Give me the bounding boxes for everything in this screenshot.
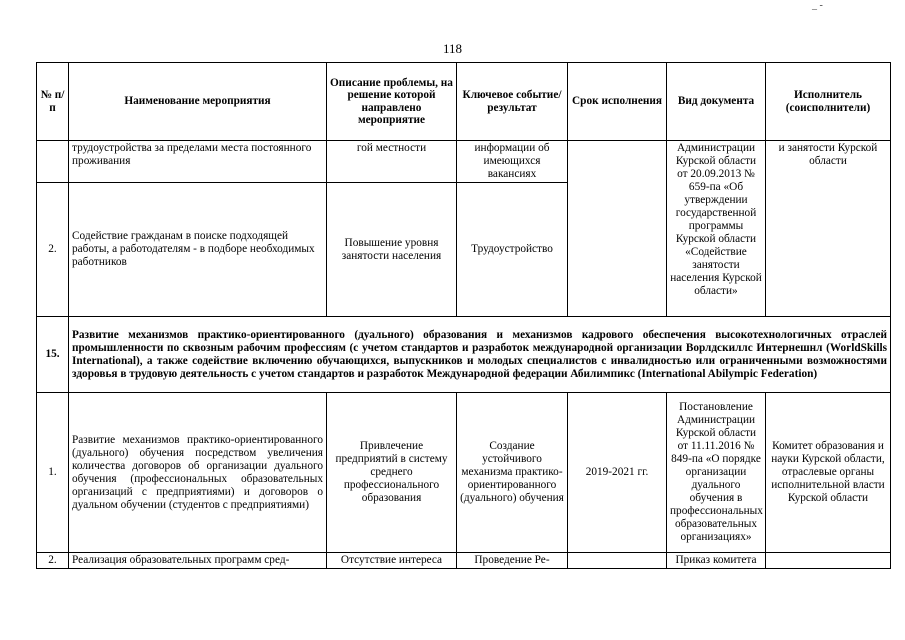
cont-num — [37, 141, 69, 183]
row1-event: Создание устойчивого механизма практико-ориентированного (дуального) обучения — [457, 393, 568, 553]
section-15-title: Развитие механизмов практико-ориентированного (дуального) образования и механизмов кадрового обеспечения высокотехнологичных отраслей промышленности по сквозным рабочим профессиям (с учетом стандартов и разработок международной организации Ворлдскиллс Интернешнл (WorldSkills International), а также содействие включению обучающихся, выпускников и молодых специалистов с инвалидностью или ограниченными возможностями здоровья в трудовую деятельность с учетом стандартов и разработок Международной федерации Абилимпикс (International Abilympic Federation) — [69, 317, 891, 393]
cont-term — [568, 141, 667, 317]
row2b-problem: Отсутствие интереса — [327, 553, 457, 569]
cont-problem: гой местности — [327, 141, 457, 183]
section-15-row — [37, 317, 891, 393]
row2-num: 2. — [37, 183, 69, 317]
cont-name: трудоустройства за пределами места постоянного проживания — [69, 141, 327, 183]
row2b-doc: Приказ комитета — [667, 553, 766, 569]
row2-event: Трудоустройство — [457, 183, 568, 317]
measures-table — [36, 62, 891, 569]
table-row-2b — [37, 553, 891, 569]
row2b-num: 2. — [37, 553, 69, 569]
header-row — [37, 63, 891, 141]
header-num: № п/п — [37, 63, 69, 141]
row1-term: 2019-2021 гг. — [568, 393, 667, 553]
row2-name: Содействие гражданам в поиске подходящей работы, а работодателям - в подборе необходимых работников — [69, 183, 327, 317]
row1-num: 1. — [37, 393, 69, 553]
header-problem: Описание проблемы, на решение которой направлено мероприятие — [327, 63, 457, 141]
cont-doc: Администрации Курской области от 20.09.2013 № 659-па «Об утверждении государственной программы Курской области «Содействие занятости населения Курской области» — [667, 141, 766, 317]
row2b-term — [568, 553, 667, 569]
row2b-event: Проведение Ре- — [457, 553, 568, 569]
row2b-executor — [766, 553, 891, 569]
header-name: Наименование мероприятия — [69, 63, 327, 141]
section-15-num: 15. — [37, 317, 69, 393]
cont-executor: и занятости Курской области — [766, 141, 891, 317]
row1-problem: Привлечение предприятий в систему среднего профессионального образования — [327, 393, 457, 553]
row2b-name: Реализация образовательных программ сред- — [69, 553, 327, 569]
corner-mark: _ - — [812, 0, 823, 11]
row1-doc: Постановление Администрации Курской области от 11.11.2016 № 849-па «О порядке организации дуального обучения в профессиональных образовательных организациях» — [667, 393, 766, 553]
table-row-1 — [37, 393, 891, 553]
header-executor: Исполнитель (соисполнители) — [766, 63, 891, 141]
header-event: Ключевое событие/ результат — [457, 63, 568, 141]
header-term: Срок исполнения — [568, 63, 667, 141]
row1-executor: Комитет образования и науки Курской области, отраслевые органы исполнительной власти Курской области — [766, 393, 891, 553]
header-doc: Вид документа — [667, 63, 766, 141]
table-row-continuation — [37, 141, 891, 183]
row1-name: Развитие механизмов практико-ориентированного (дуального) обучения посредством увеличения количества договоров об организации дуального обучения (профессиональных образовательных организаций с предприятиями) и договоров о дуальном обучении (студентов с предприятиями) — [69, 393, 327, 553]
cont-event: информации об имеющихся вакансиях — [457, 141, 568, 183]
row2-problem: Повышение уровня занятости населения — [327, 183, 457, 317]
page-number: 118 — [442, 41, 463, 56]
